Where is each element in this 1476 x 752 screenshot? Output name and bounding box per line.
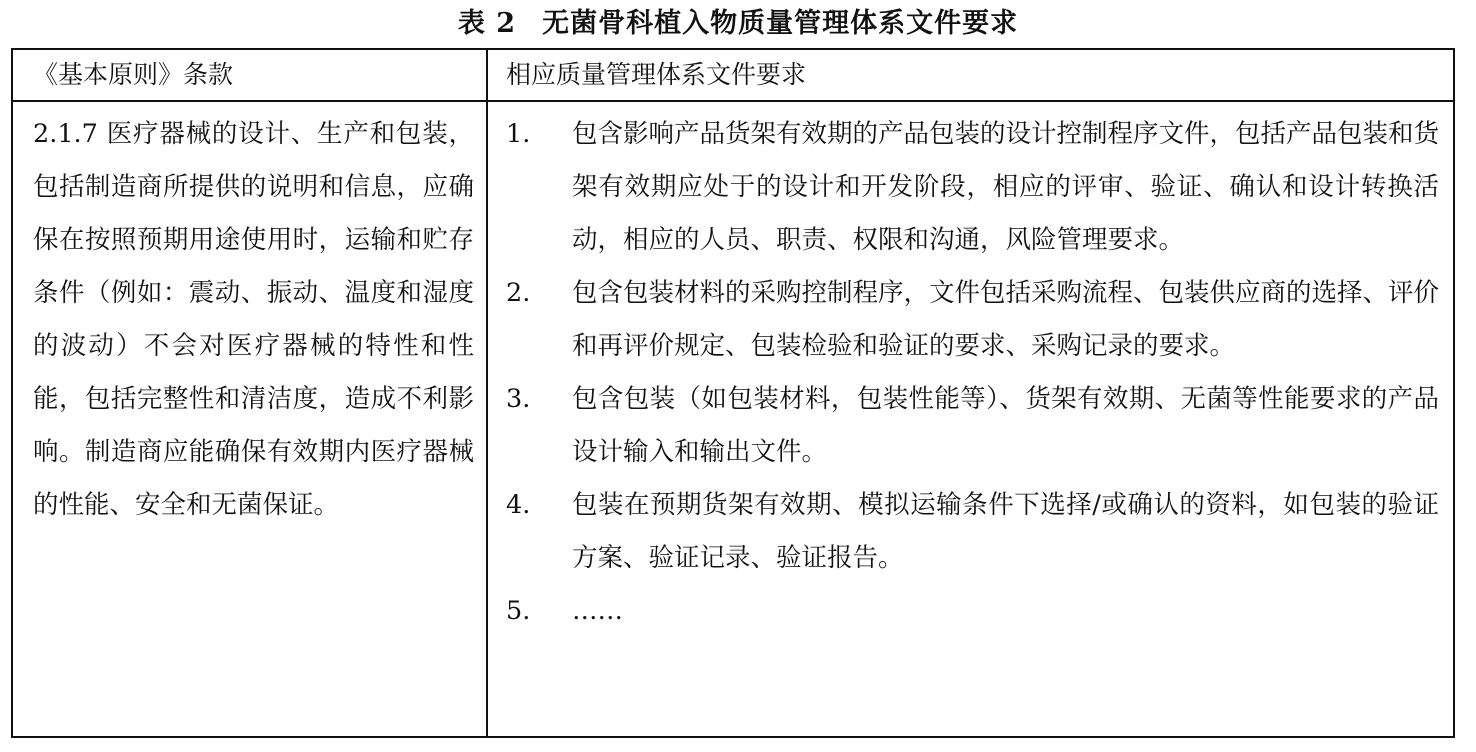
table-title: 无菌骨科植入物质量管理体系文件要求	[542, 8, 1019, 39]
item-text: 包含包装材料的采购控制程序，文件包括采购流程、包装供应商的选择、评价和再评价规定、包装检验和验证的要求、采购记录的要求。	[572, 278, 1440, 361]
item-number: 3.	[506, 384, 531, 414]
item-number: 5.	[506, 596, 531, 626]
header-clause: 《基本原则》条款	[12, 49, 487, 101]
item-text: 包含影响产品货架有效期的产品包装的设计控制程序文件，包括产品包装和货架有效期应处于的设计和开发阶段，相应的评审、验证、确认和设计转换活动，相应的人员、职责、权限和沟通，风险管理要求。	[572, 119, 1440, 255]
requirements-table	[11, 48, 1455, 738]
list-item	[488, 479, 1439, 585]
requirements-list	[488, 102, 1453, 638]
item-text: 包含包装（如包装材料，包装性能等）、货架有效期、无菌等性能要求的产品设计输入和输出文件。	[572, 384, 1439, 467]
list-item	[488, 373, 1439, 479]
item-number: 4.	[506, 490, 531, 520]
clause-cell: 2.1.7 医疗器械的设计、生产和包装，包括制造商所提供的说明和信息，应确保在按照预期用途使用时，运输和贮存条件（例如：震动、振动、温度和湿度的波动）不会对医疗器械的特性和性能，包括完整性和清洁度，造成不利影响。制造商应能确保有效期内医疗器械的性能、安全和无菌保证。	[12, 101, 487, 737]
list-item	[488, 585, 1439, 638]
table-header-row	[12, 49, 1454, 101]
item-number: 2.	[506, 278, 531, 308]
item-text: ……	[572, 596, 623, 626]
list-item	[488, 267, 1439, 373]
table-row	[12, 101, 1454, 737]
table-number: 表 2	[457, 8, 517, 39]
table-caption	[0, 0, 1476, 48]
requirements-cell	[487, 101, 1454, 737]
list-item	[488, 108, 1439, 267]
item-text: 包装在预期货架有效期、模拟运输条件下选择/或确认的资料，如包装的验证方案、验证记录、验证报告。	[572, 490, 1439, 573]
item-number: 1.	[506, 119, 531, 149]
header-requirements: 相应质量管理体系文件要求	[487, 49, 1454, 101]
